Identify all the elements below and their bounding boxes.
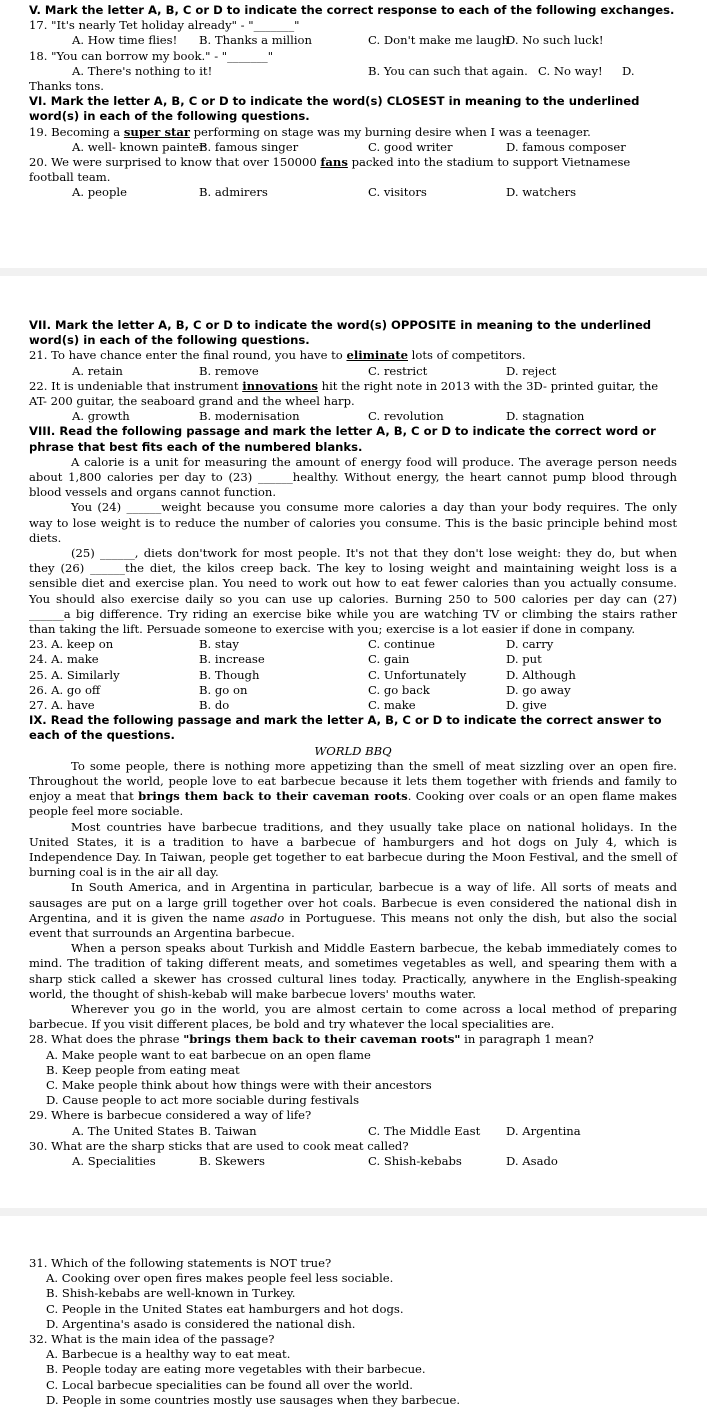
option-d[interactable]: D. Cause people to act more sociable during festivals [46, 1093, 360, 1108]
passage-title: WORLD BBQ [314, 743, 392, 758]
passage-calories [29, 455, 677, 637]
option-b[interactable]: B. Taiwan [199, 1123, 257, 1138]
option-a[interactable]: A. The United States [72, 1123, 195, 1138]
underlined-word: innovations [242, 378, 318, 393]
option-d[interactable]: D. People in some countries mostly use sausages when they barbecue. [46, 1392, 461, 1407]
passage-paragraph: (25) ______, diets don'twork for most people. It's not that they don't lose weight: they do, but when they (26) ______the diet, the kilos creep back. The key to losing weight and maintaining weight loss is a sensible diet and exercise plan. You need to work out how to eat fewer calories than you actually consume. You should also exercise daily so you can use up calories. Burning 250 to 500 calories per day can (27) ______a big difference. Try riding an exercise bike while you are watching TV or climbing the stairs rather than taking the lift. Persuade someone to exercise with you; exercise is a lot easier if done in company. [29, 546, 677, 637]
option-c[interactable]: C. good writer [368, 139, 453, 154]
section-ix-title: IX. Read the following passage and mark the letter A, B, C or D to indicate the correct answer to each of the questions. [29, 713, 662, 743]
cloze-options [29, 637, 677, 713]
option-c[interactable]: C. Make people think about how things were with their ancestors [46, 1078, 432, 1093]
passage-world-bbq [29, 744, 677, 1033]
option-a[interactable]: A. well- known painter [72, 139, 205, 154]
option-d[interactable]: D. No such luck! [506, 33, 604, 48]
option-a[interactable]: A. How time flies! [72, 33, 178, 48]
option-d-continued: Thanks tons. [29, 78, 104, 93]
option-d[interactable]: D. [622, 63, 635, 78]
question-29 [29, 1108, 677, 1138]
question-18 [29, 49, 677, 95]
option-b[interactable]: B. remove [199, 363, 259, 378]
question-32 [29, 1332, 677, 1408]
option-b[interactable]: B. People today are eating more vegetables with their barbecue. [46, 1362, 426, 1377]
question-25 [29, 668, 677, 683]
passage-paragraph: A calorie is a unit for measuring the amount of energy food will produce. The average person needs about 1,800 calories per day to (23) ______healthy. Without energy, the heart cannot pump blood through blood vessels and organs cannot function. [29, 454, 677, 500]
page-divider [0, 1208, 707, 1216]
stem-pre: 22. It is undeniable that instrument [29, 378, 243, 393]
question-stem: 32. What is the main idea of the passage? [29, 1332, 275, 1347]
passage-paragraph: When a person speaks about Turkish and Middle Eastern barbecue, the kebab immediately comes to mind. The tradition of taking different meats, and sometimes vegetables as well, and spearing them with a sharp stick called a skewer has crossed cultural lines today. Practically, anywhere in the English-speaking world, the thought of shish-kebab will make barbecue lovers' mouths water. [29, 941, 677, 1001]
option-b[interactable]: B. admirers [199, 185, 268, 200]
underlined-word: super star [123, 124, 190, 139]
option-c[interactable]: C. The Middle East [368, 1123, 481, 1138]
option-d[interactable]: D. Argentina [506, 1123, 581, 1138]
underlined-word: eliminate [346, 348, 408, 363]
stem-post: packed into the stadium to support Vietnamese football team. [29, 154, 631, 185]
question-21 [29, 348, 677, 378]
page-divider [0, 268, 707, 276]
stem-post: hit the right note in 2013 with the 3D- printed guitar, the AT- 200 guitar, the seaboard grand and the wheel harp. [29, 378, 659, 408]
option-d[interactable]: D. Argentina's asado is considered the national dish. [46, 1316, 356, 1331]
option-a[interactable]: A. growth [72, 409, 130, 424]
option-c[interactable]: C. No way! [538, 63, 603, 78]
question-stem: 17. "It's nearly Tet holiday already" - "_______" [29, 18, 300, 33]
option-b[interactable]: B. famous singer [199, 139, 299, 154]
option-b[interactable]: B. do [199, 697, 230, 712]
option-d[interactable]: D. put [506, 652, 542, 667]
passage-paragraph: You (24) ______weight because you consume more calories a day than your body requires. The only way to lose weight is to reduce the number of calories you consume. This is the basic principle behind most diets. [29, 500, 677, 545]
stem-post: performing on stage was my burning desire when I was a teenager. [189, 124, 591, 139]
passage-paragraph: Wherever you go in the world, you are almost certain to come across a local method of preparing barbecue. If you visit different places, be bold and try whatever the local specialities are. [29, 1002, 677, 1032]
question-stem: 18. "You can borrow my book." - "_______" [29, 48, 274, 63]
underlined-word: fans [320, 154, 348, 169]
option-c[interactable]: C. visitors [368, 185, 427, 200]
option-b[interactable]: B. Though [199, 667, 260, 682]
stem-pre: 20. We were surprised to know that over 150000 [29, 154, 321, 169]
option-a[interactable]: A. Make people want to eat barbecue on an open flame [46, 1047, 371, 1062]
stem-pre: 21. To have chance enter the final round, you have to [29, 348, 347, 363]
option-a[interactable]: 24. A. make [29, 652, 99, 667]
option-a[interactable]: A. Cooking over open fires makes people feel less sociable. [46, 1271, 394, 1286]
option-b[interactable]: B. Skewers [199, 1154, 265, 1169]
option-c[interactable]: C. gain [368, 652, 410, 667]
option-b[interactable]: B. Keep people from eating meat [46, 1062, 240, 1077]
section-v-title: V. Mark the letter A, B, C or D to indicate the correct response to each of the following exchanges. [29, 3, 675, 17]
option-c[interactable]: C. make [368, 697, 416, 712]
option-d[interactable]: D. go away [506, 682, 571, 697]
option-c[interactable]: C. Don't make me laugh [368, 33, 510, 48]
page-3 [0, 1256, 707, 1410]
option-c[interactable]: C. People in the United States eat hamburgers and hot dogs. [46, 1301, 404, 1316]
option-b[interactable]: B. Thanks a million [199, 33, 312, 48]
option-b[interactable]: B. increase [199, 652, 265, 667]
option-b[interactable]: B. You can such that again. [368, 63, 528, 78]
option-d[interactable]: D. famous composer [506, 139, 626, 154]
option-d[interactable]: D. reject [506, 363, 557, 378]
option-a[interactable]: A. There's nothing to it! [72, 63, 213, 78]
option-c[interactable]: C. revolution [368, 409, 444, 424]
option-c[interactable]: C. Unfortunately [368, 667, 467, 682]
option-a[interactable]: 23. A. keep on [29, 637, 114, 652]
option-c[interactable]: C. continue [368, 637, 435, 652]
passage-paragraph: To some people, there is nothing more appetizing than the smell of meat sizzling over an open fire. Throughout the world, people love to eat barbecue because it lets them together with friends and family to enjoy a meat that brings them back to their caveman roots. Cooking over coals or an open flame makes people feel more sociable. [29, 758, 677, 819]
option-b[interactable]: B. go on [199, 682, 248, 697]
question-24 [29, 652, 677, 667]
question-stem: 30. What are the sharp sticks that are used to cook meat called? [29, 1138, 409, 1153]
option-a[interactable]: 26. A. go off [29, 682, 101, 697]
option-c[interactable]: C. Local barbecue specialities can be found all over the world. [46, 1377, 413, 1392]
option-c[interactable]: C. go back [368, 682, 430, 697]
option-b[interactable]: B. Shish-kebabs are well-known in Turkey. [46, 1286, 296, 1301]
question-stem: 31. Which of the following statements is NOT true? [29, 1256, 332, 1270]
option-a[interactable]: A. Specialities [72, 1154, 156, 1169]
section-vii-title: VII. Mark the letter A, B, C or D to indicate the word(s) OPPOSITE in meaning to the underlined word(s) in each of the following questions. [29, 318, 652, 348]
passage-paragraph: In South America, and in Argentina in particular, barbecue is a way of life. All sorts of meats and sausages are put on a large grill together over hot coals. Barbecue is even considered the national dish in Argentina, and it is given the name asado in Portuguese. This means not only the dish, but also the social event that surrounds an Argentina barbecue. [29, 880, 677, 941]
option-d[interactable]: D. give [506, 697, 547, 712]
question-stem: 29. Where is barbecue considered a way of life? [29, 1108, 312, 1123]
option-b[interactable]: B. modernisation [199, 409, 300, 424]
option-a[interactable]: 25. A. Similarly [29, 667, 120, 682]
option-b[interactable]: B. stay [199, 637, 239, 652]
question-19 [29, 125, 677, 155]
page-1 [0, 0, 707, 266]
option-a[interactable]: A. Barbecue is a healthy way to eat meat. [46, 1347, 291, 1362]
option-d[interactable]: D. Although [506, 667, 576, 682]
option-d[interactable]: D. carry [506, 637, 554, 652]
question-28: 28. What does the phrase "brings them back to their caveman roots" in paragraph 1 mean? A. Make people want to eat barbecue on an open flame B. Keep people from eating meat C. Make people think about how things were with their ancestors D. Cause people to act more sociable during festivals [29, 1032, 677, 1108]
option-a[interactable]: 27. A. have [29, 697, 95, 712]
option-c[interactable]: C. restrict [368, 363, 428, 378]
question-22 [29, 379, 677, 425]
quoted-phrase: "brings them back to their caveman roots" [183, 1032, 461, 1047]
option-d[interactable]: D. watchers [506, 185, 577, 200]
question-30 [29, 1139, 677, 1169]
highlighted-phrase: brings them back to their caveman roots [138, 789, 408, 804]
option-a[interactable]: A. people [72, 185, 127, 200]
option-d[interactable]: D. stagnation [506, 409, 585, 424]
option-a[interactable]: A. retain [72, 363, 123, 378]
stem-post: lots of competitors. [408, 348, 526, 363]
section-viii-title: VIII. Read the following passage and mark the letter A, B, C or D to indicate the correct word or phrase that best fits each of the numbered blanks. [29, 424, 656, 454]
question-27 [29, 698, 677, 713]
question-17 [29, 18, 677, 48]
section-vi-title: VI. Mark the letter A, B, C or D to indicate the word(s) CLOSEST in meaning to the underlined word(s) in each of the following questions. [29, 94, 640, 124]
question-31 [29, 1256, 677, 1332]
option-d[interactable]: D. Asado [506, 1154, 558, 1169]
stem-pre: 19. Becoming a [29, 124, 124, 139]
question-20 [29, 155, 677, 201]
question-23 [29, 637, 677, 652]
option-c[interactable]: C. Shish-kebabs [368, 1154, 462, 1169]
passage-paragraph: Most countries have barbecue traditions, and they usually take place on national holidays. In the United States, it is a tradition to have a barbecue of hamburgers and hot dogs on July 4, which is Independence Day. In Taiwan, people get together to eat barbecue during the Moon Festival, and the smell of burning coal is in the air all day. [29, 819, 677, 880]
italic-word: asado [250, 910, 285, 925]
question-26 [29, 683, 677, 698]
page-2 [0, 318, 707, 1208]
